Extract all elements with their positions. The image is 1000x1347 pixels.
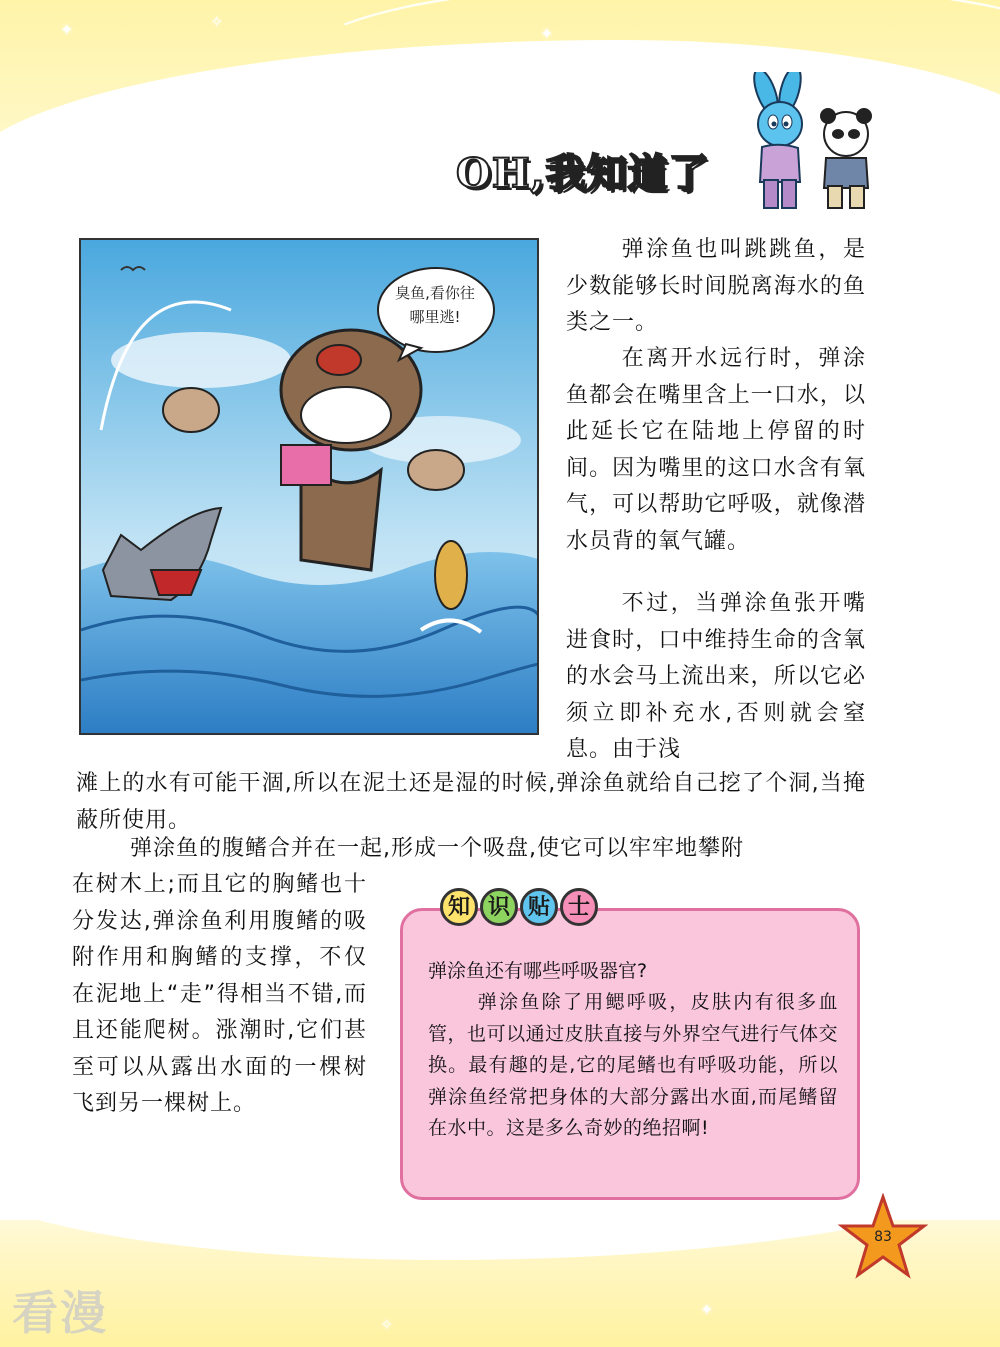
- tip-header-char: 士: [560, 888, 598, 926]
- sparkle-icon: ✦: [540, 24, 554, 43]
- tip-body: 弹涂鱼除了用鳃呼吸，皮肤内有很多血管，也可以通过皮肤直接与外界空气进行气体交换。最有趣的是,它的尾鳍也有呼吸功能，所以弹涂鱼经常把身体的大部分露出水面,而尾鳍留在水中。这是多么奇妙的绝招啊!: [428, 991, 838, 1139]
- mascot-characters-illustration: [738, 72, 888, 217]
- sparkle-icon: ✧: [380, 1315, 394, 1334]
- speech-bubble-text: 臭鱼,看你往哪里逃!: [395, 284, 475, 326]
- paragraph-1: 弹涂鱼也叫跳跳鱼，是少数能够长时间脱离海水的鱼类之一。: [566, 237, 866, 335]
- sparkle-icon: ✦: [60, 20, 74, 39]
- paragraph-3-continued: 滩上的水有可能干涸,所以在泥土还是湿的时候,弹涂鱼就给自己挖了个洞,当掩蔽所使用。: [76, 771, 866, 833]
- paragraph-2: 在离开水远行时，弹涂鱼都会在嘴里含上一口水，以此延长它在陆地上停留的时间。因为嘴里的这口水含有氧气，可以帮助它呼吸，就像潜水员背的氧气罐。: [566, 346, 866, 554]
- tip-header: [440, 888, 598, 934]
- sparkle-icon: ✦: [700, 1300, 714, 1319]
- tip-question: 弹涂鱼还有哪些呼吸器官?: [428, 960, 648, 982]
- sparkle-icon: ✧: [210, 12, 224, 31]
- paragraph-4: 弹涂鱼的腹鳍合并在一起,形成一个吸盘,使它可以牢牢地攀附: [130, 836, 744, 861]
- paragraph-4-continued: 在树木上;而且它的胸鳍也十分发达,弹涂鱼利用腹鳍的吸附作用和胸鳍的支撑，不仅在泥地上“走”得相当不错,而且还能爬树。涨潮时,它们甚至可以从露出水面的一棵树飞到另一棵树上。: [72, 872, 367, 1116]
- tip-header-char: 识: [480, 888, 518, 926]
- watermark: 看漫: [12, 1286, 108, 1340]
- tip-header-char: 知: [440, 888, 478, 926]
- page-number: 83: [874, 1229, 892, 1245]
- page-title: OH,我知道了: [456, 150, 710, 197]
- paragraph-3: 不过，当弹涂鱼张开嘴进食时，口中维持生命的含氧的水会马上流出来，所以它必须立即补充水,否则就会窒息。由于浅: [566, 591, 866, 762]
- tip-header-char: 贴: [520, 888, 558, 926]
